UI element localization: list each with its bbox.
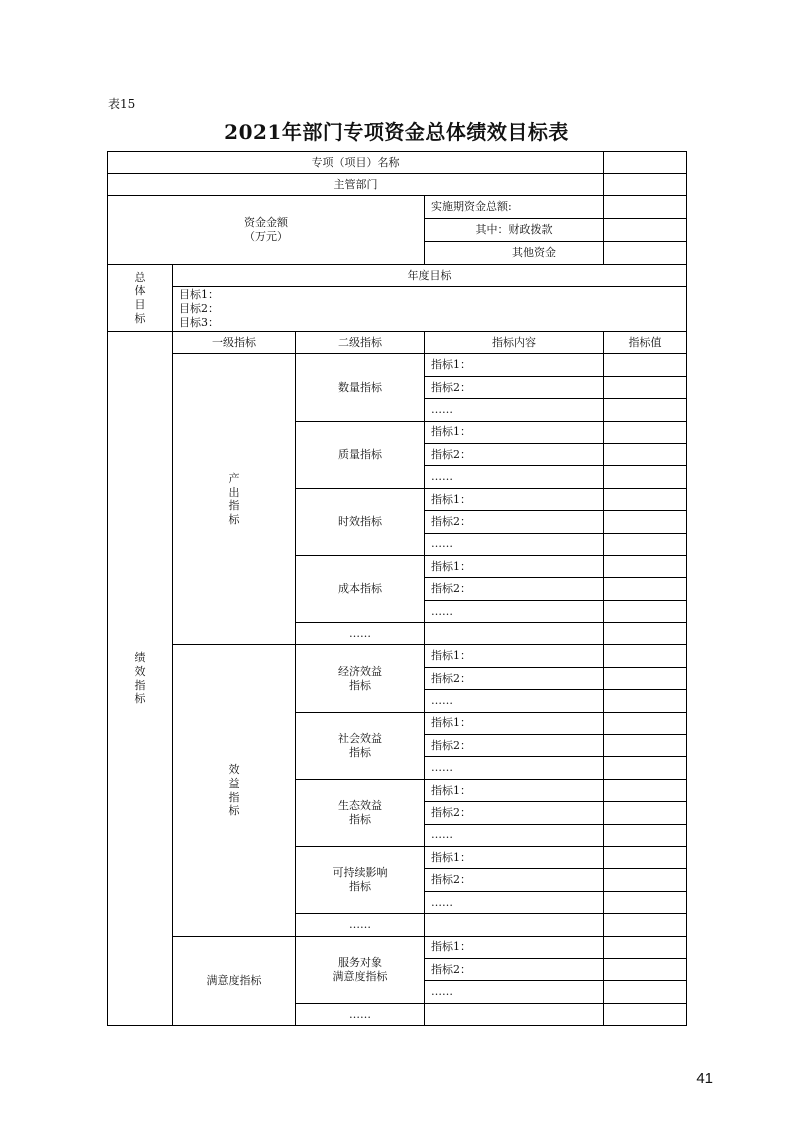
indicator-value (604, 578, 687, 600)
perf-side-label: 绩 效 指 标 (108, 332, 173, 1026)
indicator-content: …… (425, 600, 604, 622)
page-number: 41 (696, 1070, 713, 1087)
table-tag: 表15 (108, 97, 136, 111)
funds-total-label: 实施期资金总额: (425, 196, 604, 219)
level2-more-1: …… (296, 914, 425, 936)
indicator-content (425, 623, 604, 645)
indicator-content: …… (425, 757, 604, 779)
indicator-content (425, 914, 604, 936)
level2-0-1: 质量指标 (296, 421, 425, 488)
indicator-content: …… (425, 533, 604, 555)
indicator-value (604, 936, 687, 958)
level2-1-2: 生态效益 指标 (296, 779, 425, 846)
dept-label: 主管部门 (108, 174, 604, 196)
performance-goal-table (107, 151, 687, 1026)
funds-label-cell (108, 196, 425, 265)
indicator-value (604, 981, 687, 1003)
indicator-value (604, 824, 687, 846)
indicator-content (425, 1003, 604, 1025)
indicator-value (604, 399, 687, 421)
annual-goal-label: 年度目标 (173, 265, 687, 287)
indicator-content: 指标1： (425, 645, 604, 667)
funds-other-label: 其他资金 (425, 242, 604, 265)
level2-0-0: 数量指标 (296, 354, 425, 421)
indicator-value (604, 958, 687, 980)
col-level1-header: 一级指标 (173, 332, 296, 354)
indicator-content: 指标1： (425, 354, 604, 376)
funds-total-value (604, 196, 687, 219)
indicator-value (604, 712, 687, 734)
indicator-value (604, 376, 687, 398)
indicator-value (604, 443, 687, 465)
indicator-content: 指标2： (425, 958, 604, 980)
indicator-value (604, 802, 687, 824)
indicator-value (604, 421, 687, 443)
col-value-header: 指标值 (604, 332, 687, 354)
funds-fiscal-value (604, 219, 687, 242)
indicator-value (604, 667, 687, 689)
indicator-content: 指标1： (425, 936, 604, 958)
project-name-value (604, 152, 687, 174)
indicator-content: …… (425, 690, 604, 712)
indicator-content: 指标1： (425, 846, 604, 868)
indicator-value (604, 869, 687, 891)
indicator-content: 指标2： (425, 869, 604, 891)
indicator-value (604, 846, 687, 868)
level2-more-2: …… (296, 1003, 425, 1025)
indicator-content: 指标2： (425, 376, 604, 398)
indicator-content: 指标2： (425, 578, 604, 600)
page-title: 2021年部门专项资金总体绩效目标表 (224, 120, 569, 144)
indicator-content: …… (425, 981, 604, 1003)
funds-other-value (604, 242, 687, 265)
indicator-value (604, 555, 687, 577)
indicator-content: 指标2： (425, 667, 604, 689)
goal-1: 目标1： (179, 288, 219, 302)
indicator-value (604, 466, 687, 488)
dept-value (604, 174, 687, 196)
indicator-value (604, 623, 687, 645)
indicator-value (604, 757, 687, 779)
overall-goal-side-label: 总 体 目 标 (108, 265, 173, 332)
indicator-content: 指标2： (425, 802, 604, 824)
level2-1-0: 经济效益 指标 (296, 645, 425, 712)
indicator-content: 指标2： (425, 511, 604, 533)
project-name-label: 专项（项目）名称 (108, 152, 604, 174)
indicator-content: 指标1： (425, 779, 604, 801)
level2-1-1: 社会效益 指标 (296, 712, 425, 779)
annual-goals-list (173, 287, 687, 332)
indicator-value (604, 891, 687, 913)
indicator-content: 指标2： (425, 443, 604, 465)
indicator-value (604, 735, 687, 757)
level2-0-2: 时效指标 (296, 488, 425, 555)
indicator-content: …… (425, 466, 604, 488)
funds-fiscal-label: 其中：财政拨款 (425, 219, 604, 242)
level2-1-3: 可持续影响 指标 (296, 846, 425, 913)
indicator-value (604, 488, 687, 510)
indicator-value (604, 1003, 687, 1025)
funds-label: 资金金额 (244, 216, 288, 230)
indicator-value (604, 533, 687, 555)
goal-2: 目标2： (179, 302, 219, 316)
indicator-content: 指标1： (425, 555, 604, 577)
indicator-value (604, 600, 687, 622)
indicator-value (604, 645, 687, 667)
level1-1: 效 益 指 标 (173, 645, 296, 936)
indicator-content: 指标1： (425, 421, 604, 443)
indicator-content: …… (425, 891, 604, 913)
indicator-value (604, 779, 687, 801)
goal-3: 目标3： (179, 315, 219, 329)
funds-unit: （万元） (244, 230, 288, 243)
indicator-value (604, 914, 687, 936)
indicator-value (604, 511, 687, 533)
indicator-value (604, 690, 687, 712)
level1-2: 满意度指标 (173, 936, 296, 1026)
level2-more-0: …… (296, 623, 425, 645)
indicator-content: 指标1： (425, 712, 604, 734)
indicator-content: 指标2： (425, 735, 604, 757)
indicator-value (604, 354, 687, 376)
indicator-content: …… (425, 824, 604, 846)
col-content-header: 指标内容 (425, 332, 604, 354)
col-level2-header: 二级指标 (296, 332, 425, 354)
level2-0-3: 成本指标 (296, 555, 425, 622)
level2-2-0: 服务对象 满意度指标 (296, 936, 425, 1003)
indicator-content: …… (425, 399, 604, 421)
indicator-content: 指标1： (425, 488, 604, 510)
level1-0: 产 出 指 标 (173, 354, 296, 645)
